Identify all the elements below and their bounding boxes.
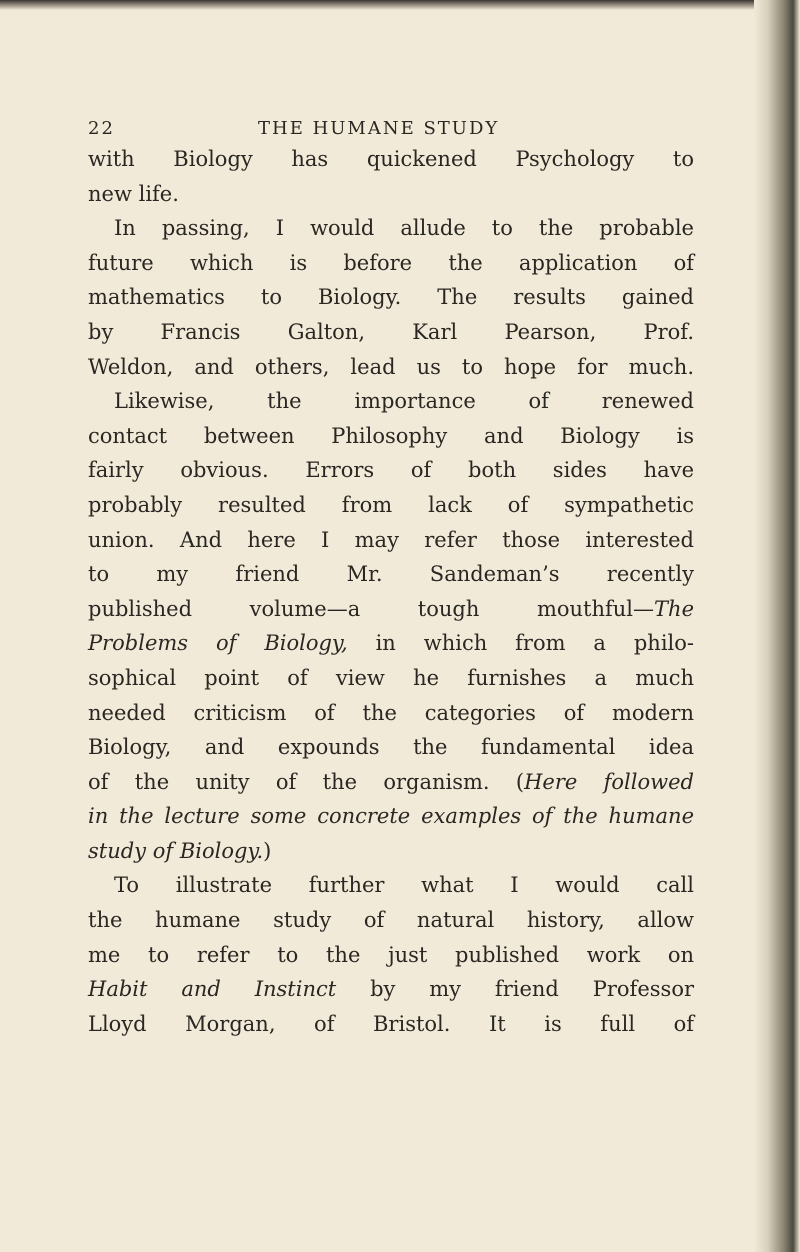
text-segment: sophical point of view he furnishes a much (88, 665, 694, 690)
text-segment: Lloyd Morgan, of Bristol. It is full of (88, 1011, 694, 1036)
text-segment: of the unity of the organism. ( (88, 769, 525, 794)
italic-text: The (654, 596, 694, 621)
text-line (88, 834, 694, 869)
text-segment: future which is before the application of (88, 250, 694, 275)
text-line (88, 730, 694, 765)
text-segment: me to refer to the just published work on (88, 942, 694, 967)
text-line (88, 453, 694, 488)
text-line (88, 315, 694, 350)
italic-text: Here followed (524, 769, 694, 794)
italic-text: Problems of Biology, (88, 631, 348, 656)
running-title: THE HUMANE STUDY (258, 118, 500, 139)
text-segment: mathematics to Biology. The results gained (88, 285, 694, 310)
text-line (88, 488, 694, 523)
text-segment: Likewise, the importance of renewed (114, 389, 694, 414)
text-line (88, 903, 694, 938)
text-line (88, 246, 694, 281)
italic-text: study of Biology. (88, 838, 264, 863)
text-segment: the humane study of natural history, allow (88, 908, 694, 933)
book-spine-gutter (754, 0, 800, 1252)
text-line (88, 177, 694, 212)
text-line (88, 868, 694, 903)
text-line (88, 280, 694, 315)
text-line (88, 211, 694, 246)
text-segment: in which from a philo- (347, 631, 694, 656)
text-segment: union. And here I may refer those interested (88, 527, 694, 552)
text-line (88, 350, 694, 385)
text-line (88, 1007, 694, 1042)
body-text (88, 142, 694, 1041)
text-segment: with Biology has quickened Psychology to (88, 147, 694, 171)
text-line (88, 142, 694, 177)
text-line (88, 557, 694, 592)
text-segment: published volume—a tough mouthful— (88, 596, 655, 621)
italic-text: in the lecture some concrete examples of the humane (88, 804, 694, 829)
text-segment: by Francis Galton, Karl Pearson, Prof. (88, 319, 694, 344)
text-line (88, 696, 694, 731)
text-line (88, 938, 694, 973)
text-line (88, 626, 694, 661)
page-top-shadow (0, 0, 800, 10)
text-segment: new life. (88, 181, 179, 206)
text-line (88, 523, 694, 558)
text-segment: probably resulted from lack of sympathetic (88, 492, 694, 517)
text-segment: contact between Philosophy and Biology is (88, 423, 694, 448)
text-segment: fairly obvious. Errors of both sides have (88, 458, 694, 483)
page-number: 22 (88, 118, 115, 139)
text-segment: by my friend Professor (336, 977, 694, 1002)
text-segment: Weldon, and others, lead us to hope for much. (88, 354, 694, 379)
text-line (88, 419, 694, 454)
text-segment: Biology, and expounds the fundamental idea (88, 735, 694, 760)
text-segment: to my friend Mr. Sandeman’s recently (88, 562, 694, 587)
text-line (88, 799, 694, 834)
text-segment: To illustrate further what I would call (114, 873, 694, 898)
text-segment: ) (263, 838, 272, 863)
text-line (88, 384, 694, 419)
text-line (88, 592, 694, 627)
text-line (88, 661, 694, 696)
text-line (88, 765, 694, 800)
text-segment: needed criticism of the categories of modern (88, 700, 694, 725)
italic-text: Habit and Instinct (88, 977, 337, 1002)
text-line (88, 972, 694, 1007)
text-segment: In passing, I would allude to the probable (114, 216, 694, 241)
